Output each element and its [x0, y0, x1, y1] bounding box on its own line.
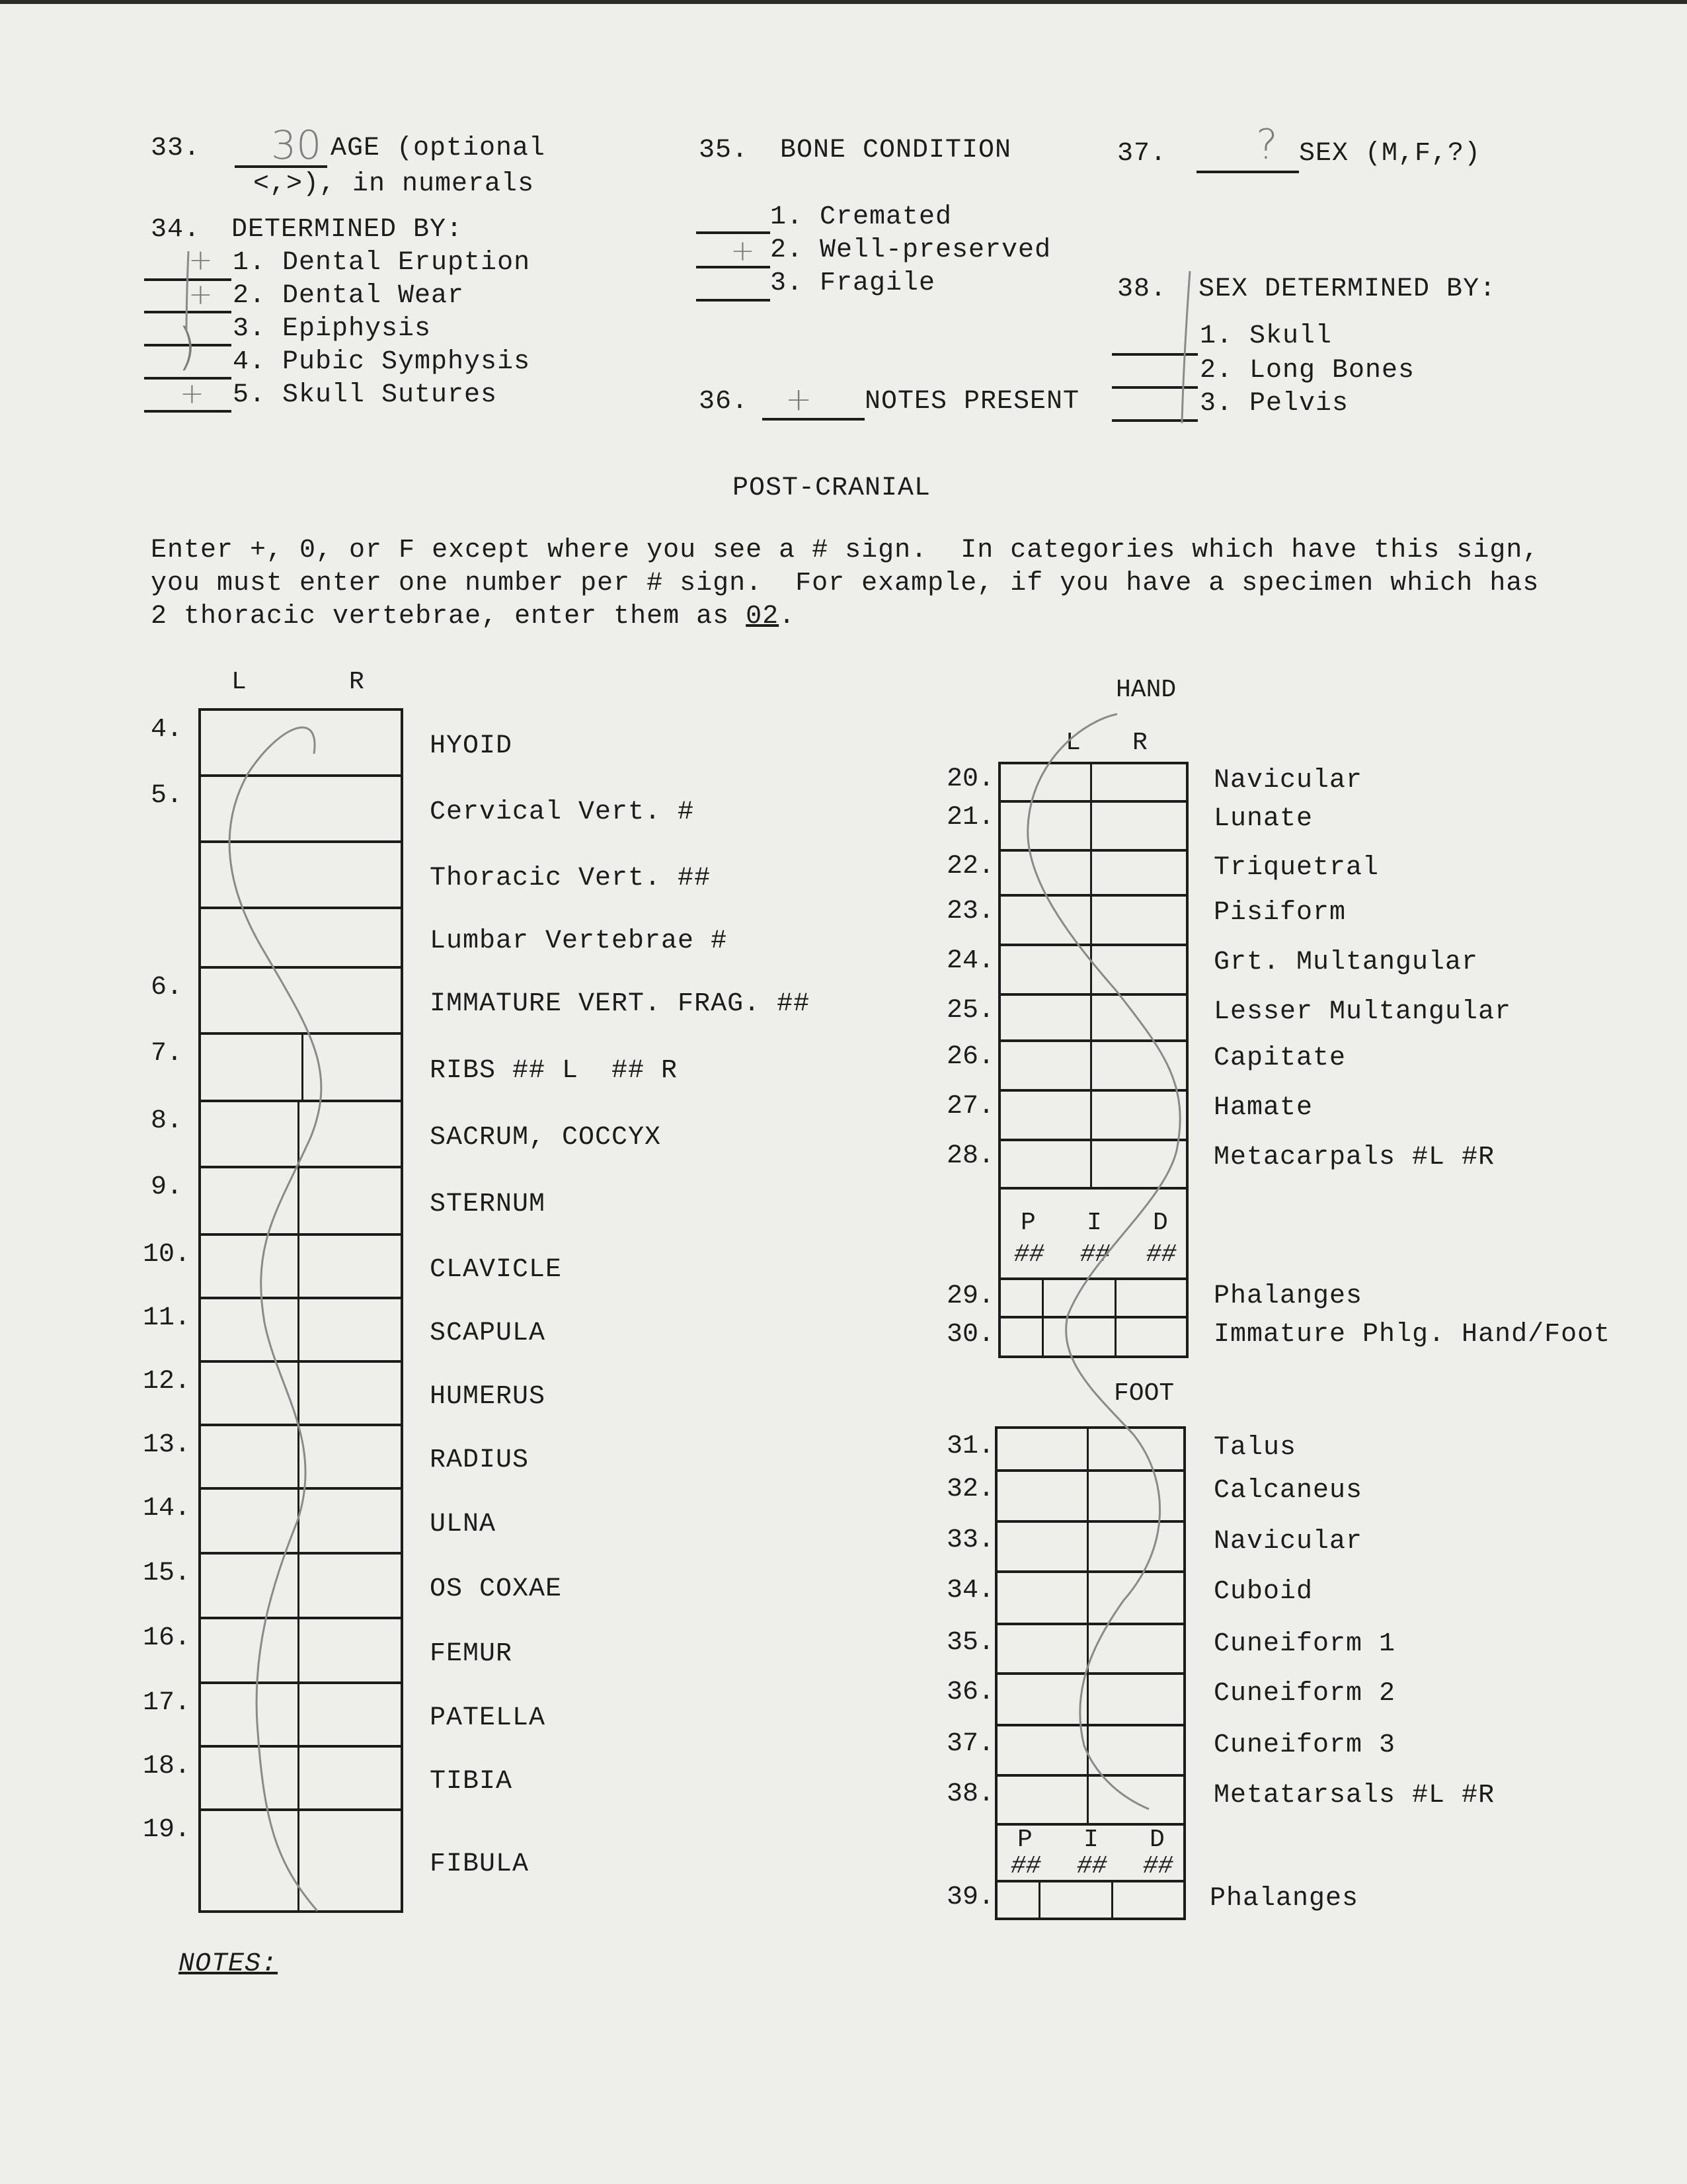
row-number: 37. — [947, 1729, 995, 1759]
cell-left[interactable] — [201, 1035, 301, 1100]
row-number: 16. — [143, 1623, 191, 1653]
cell-right[interactable] — [1089, 1573, 1183, 1623]
q34-mark: ) — [177, 317, 197, 376]
row-number: 32. — [947, 1475, 995, 1504]
q35-option-label: 2. Well-preserved — [770, 235, 1052, 265]
row-number: 28. — [947, 1141, 995, 1171]
row-number: 25. — [947, 996, 995, 1026]
cell-left[interactable] — [1001, 897, 1090, 944]
cell-left[interactable] — [1001, 1141, 1090, 1187]
row-number: 5. — [151, 781, 183, 811]
q34-option-label: 2. Dental Wear — [233, 281, 465, 311]
foot-bone-label: Cuneiform 3 — [1214, 1730, 1396, 1760]
foot-bone-label: Talus — [1214, 1433, 1297, 1463]
cell-left[interactable] — [998, 1726, 1087, 1774]
phalanx-section-label: I — [1083, 1826, 1099, 1854]
row-number: 8. — [151, 1106, 183, 1136]
q33-age-value: 30 — [271, 122, 322, 169]
row-number: 35. — [947, 1628, 995, 1658]
cell-right[interactable] — [299, 1684, 401, 1745]
foot-recording-grid — [995, 1426, 1186, 1920]
cell-right[interactable] — [1089, 1625, 1183, 1672]
cell-proximal[interactable] — [1001, 1280, 1042, 1316]
q36-value: + — [785, 381, 812, 418]
pencil-vertical-line-q38 — [1182, 271, 1190, 423]
row-number: 15. — [143, 1558, 191, 1588]
cell-left[interactable] — [201, 1748, 297, 1808]
row-number: 23. — [947, 897, 995, 926]
row-number: 4. — [151, 715, 183, 745]
q37-sex-field[interactable] — [1197, 171, 1299, 173]
left-table-col-l: L — [231, 668, 247, 696]
bone-label: Thoracic Vert. ## — [430, 864, 711, 893]
foot-bone-label: Cuneiform 1 — [1214, 1629, 1396, 1659]
hand-title: HAND — [1116, 676, 1177, 704]
foot-bone-label: Phalanges — [1210, 1884, 1359, 1914]
q37-number: 37. — [1117, 139, 1167, 169]
cell-right[interactable] — [1089, 1777, 1183, 1823]
cell-left[interactable] — [998, 1777, 1087, 1823]
postcranial-title: POST-CRANIAL — [732, 473, 931, 503]
cell-left[interactable] — [201, 1555, 297, 1617]
cell-left[interactable] — [201, 1299, 297, 1360]
cell-left[interactable] — [998, 1523, 1087, 1570]
cell-intermediate[interactable] — [1040, 1882, 1111, 1918]
row-number: 33. — [947, 1525, 995, 1555]
foot-title: FOOT — [1114, 1379, 1175, 1408]
cell-proximal[interactable] — [1001, 1318, 1042, 1355]
phalanx-section-label: I — [1087, 1209, 1102, 1237]
cell-right[interactable] — [1092, 946, 1186, 993]
cell-right[interactable] — [299, 1619, 401, 1681]
cell-right[interactable] — [299, 1236, 401, 1297]
cell-left[interactable] — [201, 1684, 297, 1745]
phalanx-section-label: P — [1021, 1209, 1036, 1237]
q35-option-field[interactable] — [696, 299, 770, 302]
bone-label: FIBULA — [430, 1849, 530, 1879]
q34-option-label: 3. Epiphysis — [233, 314, 432, 344]
bone-label: CLAVICLE — [430, 1255, 563, 1285]
bone-label: Lumbar Vertebrae # — [430, 926, 728, 956]
hand-bone-label: Lesser Multangular — [1214, 997, 1512, 1027]
bone-label: TIBIA — [430, 1767, 513, 1797]
instructions-line: Enter +, 0, or F except where you see a # sign. In categories which have this sign, — [151, 536, 1540, 565]
instructions-example: 02 — [746, 602, 779, 631]
q34-number: 34. — [151, 215, 201, 245]
q34-option-field[interactable] — [144, 278, 231, 281]
bone-label: ULNA — [430, 1510, 496, 1539]
scan-top-edge — [0, 0, 1687, 4]
bone-label: Cervical Vert. # — [430, 797, 695, 827]
cell-right[interactable] — [299, 1299, 401, 1360]
cell-right[interactable] — [299, 1748, 401, 1808]
q35-option-label: 1. Cremated — [770, 202, 953, 232]
cell-right[interactable] — [299, 1168, 401, 1233]
q34-mark: + — [180, 377, 204, 411]
cell-left[interactable] — [201, 1811, 297, 1910]
q35-number: 35. — [699, 136, 749, 165]
hand-bone-label: Pisiform — [1214, 898, 1347, 928]
cell-right[interactable] — [1092, 1092, 1186, 1139]
cell-left[interactable] — [201, 1168, 297, 1233]
hand-bone-label: Grt. Multangular — [1214, 948, 1479, 977]
row-number: 34. — [947, 1576, 995, 1605]
cell-entry[interactable] — [201, 843, 401, 907]
row-number: 38. — [947, 1779, 995, 1809]
q36-number: 36. — [699, 387, 749, 417]
cell-right[interactable] — [1089, 1429, 1183, 1469]
hand-bone-label: Lunate — [1214, 804, 1314, 834]
q34-option-label: 5. Skull Sutures — [233, 380, 498, 410]
cell-entry[interactable] — [201, 969, 401, 1032]
cell-left[interactable] — [1001, 1042, 1090, 1089]
q34-title: DETERMINED BY: — [231, 215, 463, 245]
row-number: 17. — [143, 1688, 191, 1718]
cell-entry[interactable] — [201, 909, 401, 966]
bone-label: IMMATURE VERT. FRAG. ## — [430, 989, 810, 1019]
cell-left[interactable] — [998, 1573, 1087, 1623]
cell-right[interactable] — [299, 1363, 401, 1424]
bone-label: PATELLA — [430, 1703, 546, 1733]
cell-right[interactable] — [299, 1102, 401, 1166]
row-number: 24. — [947, 946, 995, 976]
row-number: 13. — [143, 1430, 191, 1460]
row-number: 12. — [143, 1367, 191, 1396]
cell-entry[interactable] — [201, 777, 401, 840]
hand-bone-label: Capitate — [1214, 1043, 1347, 1073]
cell-left[interactable] — [1001, 946, 1090, 993]
row-number: 26. — [947, 1042, 995, 1072]
q36-notes-field[interactable] — [762, 418, 865, 421]
notes-label: NOTES: — [178, 1949, 278, 1979]
q35-mark: + — [730, 234, 755, 268]
row-number: 39. — [947, 1882, 995, 1912]
foot-bone-label: Metatarsals #L #R — [1214, 1781, 1495, 1810]
row-number: 21. — [947, 803, 995, 832]
digit-count-marker: ## — [1011, 1852, 1041, 1881]
hand-bone-label: Phalanges — [1214, 1281, 1363, 1311]
cell-entry[interactable] — [201, 711, 401, 774]
bone-label: HYOID — [430, 731, 513, 761]
row-number: 7. — [151, 1039, 183, 1069]
digit-count-marker: ## — [1080, 1240, 1111, 1269]
cell-left[interactable] — [998, 1472, 1087, 1520]
cell-right[interactable] — [299, 1426, 401, 1487]
hand-recording-grid — [998, 762, 1189, 1358]
hand-col-r: R — [1132, 729, 1148, 757]
q38-option-field[interactable] — [1112, 419, 1198, 422]
q33-label: AGE (optional — [331, 134, 546, 163]
bone-label: SACRUM, COCCYX — [430, 1123, 662, 1153]
foot-bone-label: Cuboid — [1214, 1577, 1314, 1607]
cell-left[interactable] — [201, 1363, 297, 1424]
instructions-period: . — [779, 602, 796, 631]
q34-option-label: 1. Dental Eruption — [233, 248, 531, 278]
q37-sex-value: ? — [1256, 120, 1278, 169]
cell-right[interactable] — [1089, 1472, 1183, 1520]
row-number: 18. — [143, 1752, 191, 1781]
digit-count-marker: ## — [1143, 1852, 1173, 1881]
row-number: 22. — [947, 852, 995, 881]
foot-bone-label: Navicular — [1214, 1527, 1363, 1557]
cell-right[interactable] — [1089, 1726, 1183, 1774]
row-number: 27. — [947, 1092, 995, 1121]
cell-left[interactable] — [998, 1625, 1087, 1672]
row-number: 31. — [947, 1432, 995, 1461]
cell-right[interactable] — [299, 1555, 401, 1617]
row-number: 29. — [947, 1281, 995, 1311]
digit-count-marker: ## — [1077, 1852, 1107, 1881]
cell-distal[interactable] — [1117, 1280, 1186, 1316]
phalanx-section-label: D — [1150, 1826, 1165, 1854]
q38-option-field[interactable] — [1112, 353, 1198, 356]
digit-count-marker: ## — [1014, 1240, 1044, 1269]
cell-left[interactable] — [201, 1236, 297, 1297]
q35-title: BONE CONDITION — [780, 136, 1012, 165]
cell-right[interactable] — [1092, 1042, 1186, 1089]
cell-left[interactable] — [1001, 803, 1090, 849]
cell-left[interactable] — [998, 1429, 1087, 1469]
bone-label: HUMERUS — [430, 1382, 546, 1412]
row-number: 14. — [143, 1494, 191, 1523]
grid-row-line — [1001, 1187, 1186, 1190]
cell-right[interactable] — [1092, 1141, 1186, 1187]
row-number: 11. — [143, 1303, 191, 1333]
q38-option-label: 2. Long Bones — [1200, 356, 1415, 385]
cell-left[interactable] — [201, 1619, 297, 1681]
cell-proximal[interactable] — [998, 1882, 1039, 1918]
q34-option-label: 4. Pubic Symphysis — [233, 347, 531, 377]
cell-right[interactable] — [1089, 1523, 1183, 1570]
cell-right[interactable] — [299, 1811, 401, 1910]
phalanx-section-label: D — [1153, 1209, 1168, 1237]
cell-intermediate[interactable] — [1044, 1318, 1115, 1355]
skeleton-recording-grid — [198, 708, 403, 1913]
row-number: 9. — [151, 1172, 183, 1202]
q38-title: SEX DETERMINED BY: — [1198, 274, 1497, 304]
hand-bone-label: Metacarpals #L #R — [1214, 1143, 1495, 1172]
q38-option-field[interactable] — [1112, 386, 1198, 389]
cell-distal[interactable] — [1113, 1882, 1183, 1918]
cell-right[interactable] — [1092, 764, 1186, 800]
bone-label: STERNUM — [430, 1190, 546, 1219]
row-number: 30. — [947, 1320, 995, 1350]
q33-label-line2: <,>), in numerals — [253, 169, 535, 199]
bone-label: RADIUS — [430, 1445, 530, 1475]
bone-label: FEMUR — [430, 1639, 513, 1669]
row-number: 36. — [947, 1678, 995, 1707]
cell-intermediate[interactable] — [1044, 1280, 1115, 1316]
q33-number: 33. — [151, 134, 201, 163]
bone-label: SCAPULA — [430, 1318, 546, 1348]
cell-right[interactable] — [303, 1035, 401, 1100]
cell-left[interactable] — [1001, 852, 1090, 894]
hand-bone-label: Triquetral — [1214, 853, 1380, 883]
cell-right[interactable] — [1092, 852, 1186, 894]
postcranial-instructions — [151, 534, 1559, 633]
q38-option-label: 1. Skull — [1200, 321, 1333, 351]
cell-left[interactable] — [998, 1675, 1087, 1724]
instructions-line: 2 thoracic vertebrae, enter them as — [151, 602, 746, 631]
cell-left[interactable] — [1001, 764, 1090, 800]
cell-right[interactable] — [1092, 897, 1186, 944]
cell-left[interactable] — [201, 1490, 297, 1552]
cell-right[interactable] — [1092, 996, 1186, 1039]
foot-bone-label: Calcaneus — [1214, 1476, 1363, 1506]
q36-label: NOTES PRESENT — [865, 387, 1080, 417]
hand-bone-label: Hamate — [1214, 1093, 1314, 1123]
row-number: 20. — [947, 764, 995, 794]
row-number: 19. — [143, 1815, 191, 1845]
q34-mark: + — [188, 243, 213, 277]
instructions-line: you must enter one number per # sign. For example, if you have a specimen which has — [151, 569, 1540, 598]
cell-left[interactable] — [1001, 1092, 1090, 1139]
row-number: 6. — [151, 973, 183, 1002]
row-number: 10. — [143, 1240, 191, 1270]
bone-label: RIBS ## L ## R — [430, 1056, 678, 1086]
foot-bone-label: Cuneiform 2 — [1214, 1679, 1396, 1709]
q35-option-label: 3. Fragile — [770, 268, 936, 298]
phalanx-section-label: P — [1017, 1826, 1033, 1854]
q37-label: SEX (M,F,?) — [1299, 139, 1481, 169]
cell-right[interactable] — [1092, 803, 1186, 849]
hand-bone-label: Navicular — [1214, 766, 1363, 795]
cell-left[interactable] — [201, 1102, 297, 1166]
q34-option-field[interactable] — [144, 311, 231, 313]
cell-right[interactable] — [299, 1490, 401, 1552]
q34-mark: + — [188, 278, 213, 311]
cell-right[interactable] — [1089, 1675, 1183, 1724]
hand-col-l: L — [1066, 729, 1081, 757]
bone-label: OS COXAE — [430, 1574, 563, 1604]
left-table-col-r: R — [349, 668, 364, 696]
digit-count-marker: ## — [1146, 1240, 1177, 1269]
q38-number: 38. — [1117, 274, 1167, 304]
hand-bone-label: Immature Phlg. Hand/Foot — [1214, 1320, 1611, 1350]
cell-left[interactable] — [201, 1426, 297, 1487]
cell-left[interactable] — [1001, 996, 1090, 1039]
q38-option-label: 3. Pelvis — [1200, 389, 1349, 419]
cell-distal[interactable] — [1117, 1318, 1186, 1355]
